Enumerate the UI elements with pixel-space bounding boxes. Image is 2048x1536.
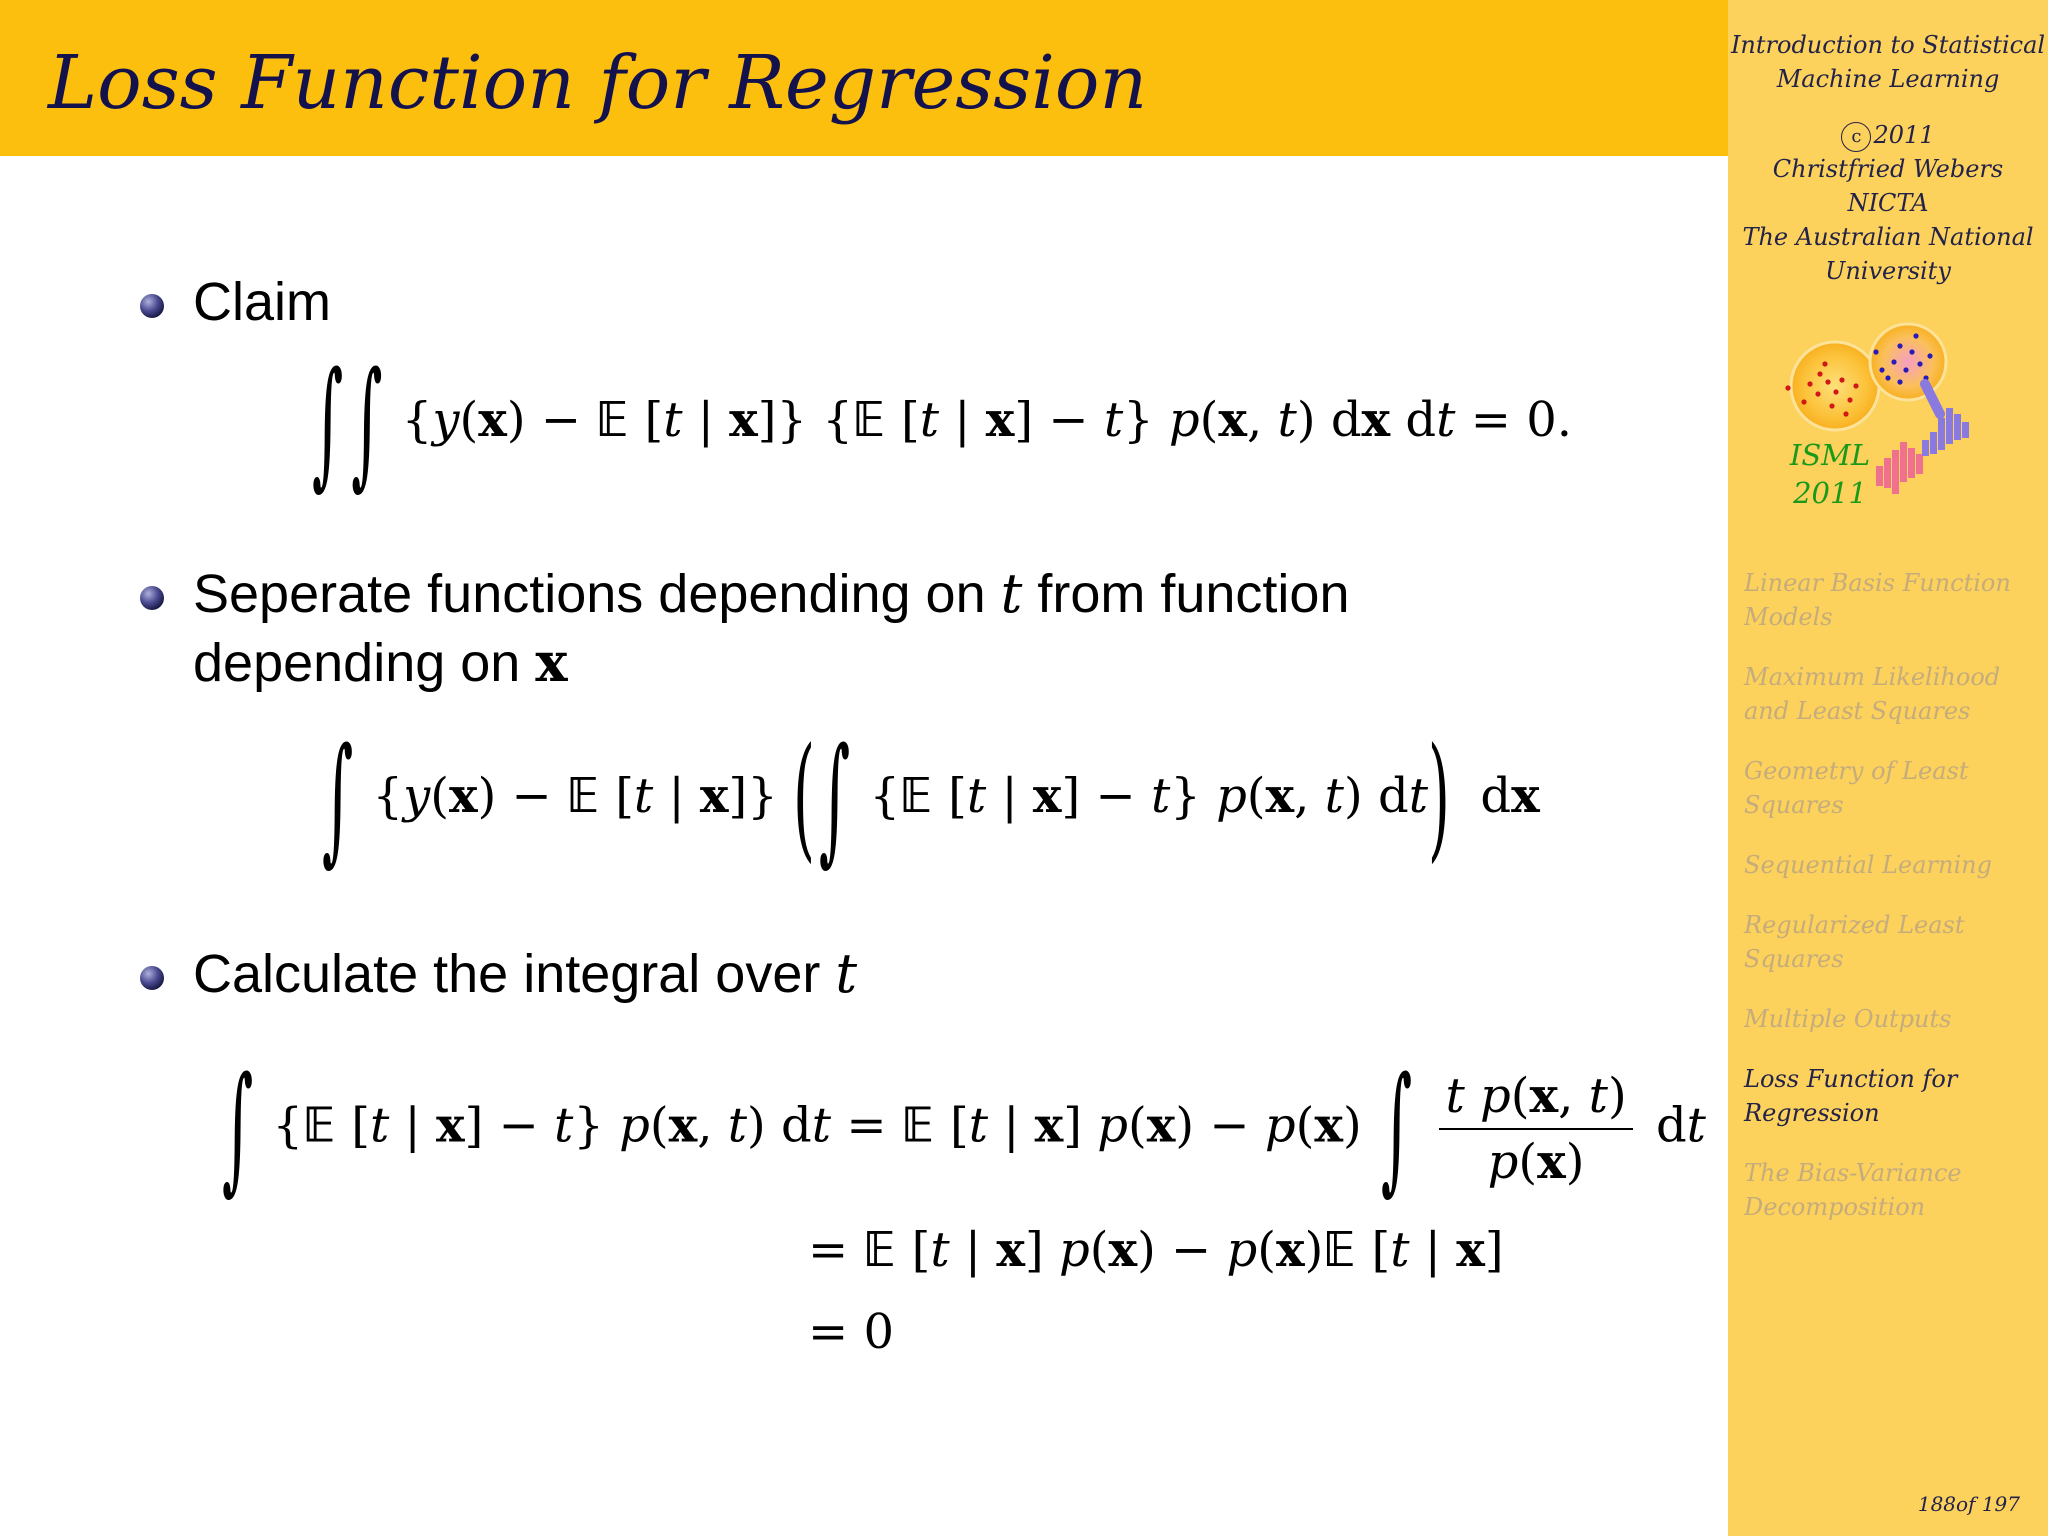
nav-item-bias-variance[interactable]: The Bias-Variance Decomposition [1744,1159,1962,1221]
math-x: x [535,630,568,694]
copyright-line [1728,118,2048,152]
bullet-claim: Claim [193,272,332,332]
logo-text [1780,436,1880,512]
course-line-1: Introduction to Statistical [1730,31,2046,59]
nav-item-geometry-least-squares[interactable]: Geometry of Least Squares [1744,757,1969,819]
equation-claim: ∫ ∫ {y(x) − 𝔼 [t | x]} {𝔼 [t | x] − t} p(x, t) dx dt = 0. [312,343,1572,504]
author-name: Christfried Webers [1772,155,2004,183]
math-t: t [1000,562,1023,625]
course-line-2: Machine Learning [1776,65,2000,93]
nav-item-maximum-likelihood[interactable]: Maximum Likelihood and Least Squares [1744,663,2001,725]
org-2: The Australian National [1742,223,2034,251]
bullet-separate-text-3: depending on [193,633,536,693]
course-title [1728,28,2048,96]
slide-header [0,0,1728,156]
nav-item-linear-basis-function-models[interactable]: Linear Basis Function Models [1744,569,2011,631]
org-1: NICTA [1847,189,1929,217]
bullet-calculate-text: Calculate the integral over [193,944,836,1004]
bullet-icon [140,294,164,318]
slide-title: Loss Function for Regression [48,40,1148,126]
bullet-separate [193,560,1349,628]
bullet-calculate [193,940,857,1008]
bullet-icon [140,586,164,610]
equation-integral-line2: = 𝔼 [t | x] p(x) − p(x)𝔼 [t | x] [808,1222,1504,1278]
math-t: t [835,942,858,1005]
copyright-year: 2011 [1873,121,1935,149]
bullet-icon [140,966,164,990]
logo-line-1: ISML [1789,438,1871,472]
nav-item-loss-function[interactable]: Loss Function for Regression [1744,1065,1958,1127]
org-3: University [1825,257,1951,285]
section-nav [1744,566,2044,1250]
copyright-icon: c [1841,122,1871,152]
bullet-separate-line2 [193,628,568,697]
nav-item-regularized-least-squares[interactable]: Regularized Least Squares [1744,911,1965,973]
nav-item-multiple-outputs[interactable]: Multiple Outputs [1744,1005,1952,1033]
equation-integral-line3: = 0 [808,1304,895,1360]
bullet-separate-text-2: from function [1022,564,1350,624]
equation-integral-line1: ∫ {𝔼 [t | x] − t} p(x, t) dt = 𝔼 [t | x] p(x) − p(x) ∫ $\frac{\text{t p(x, t)}}{p(x)}$ dt [222,1048,1706,1210]
nav-item-sequential-learning[interactable]: Sequential Learning [1744,851,1992,879]
bullet-separate-text-1: Seperate functions depending on [193,564,1001,624]
page-number: 188of 197 [1917,1492,2020,1516]
author-block [1728,118,2048,288]
logo-line-2: 2011 [1793,476,1867,510]
equation-separate: ∫ {y(x) − 𝔼 [t | x]} (∫ {𝔼 [t | x] − t} p(x, t) dt) dx [322,719,1540,880]
